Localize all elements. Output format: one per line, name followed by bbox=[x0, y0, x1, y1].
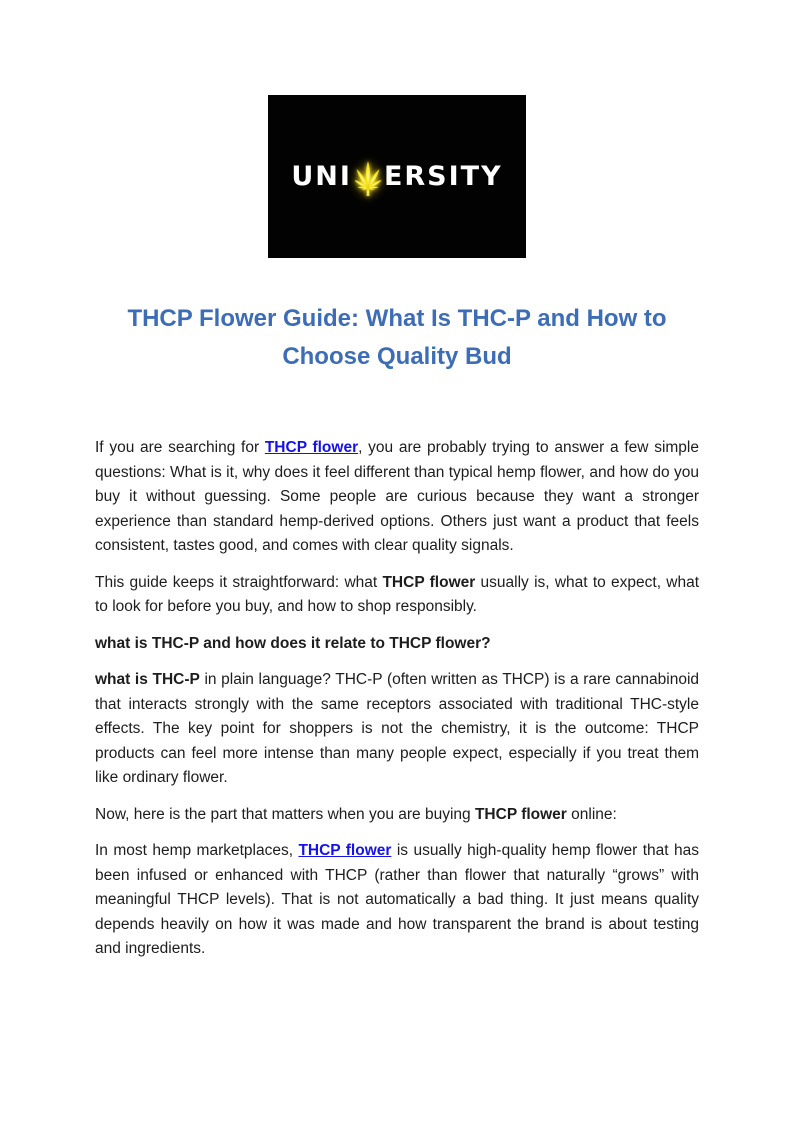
bold-text-run: THCP flower bbox=[474, 805, 567, 823]
bold-text-run: THCP flower bbox=[382, 573, 476, 591]
section-heading-what-is-thc-p bbox=[95, 632, 699, 657]
bold-text-run: what is THC-P bbox=[95, 671, 200, 688]
page-title-line-1: THCP Flower Guide: What Is THC-P and How to bbox=[127, 305, 667, 332]
page-title-line-2: Choose Quality Bud bbox=[282, 343, 512, 370]
text-run: This guide keeps it straightforward: what bbox=[95, 573, 383, 591]
logo-text-uni: UNI bbox=[291, 161, 352, 192]
bold-text-run: what is THC-P and how does it relate to THCP flower? bbox=[95, 634, 491, 652]
text-run: If you are searching for bbox=[95, 439, 265, 456]
university-logo bbox=[268, 95, 526, 258]
text-run: In most hemp marketplaces, bbox=[95, 842, 299, 859]
page-title bbox=[95, 300, 699, 376]
thcp-flower-link[interactable]: THCP flower bbox=[298, 842, 392, 859]
thcp-flower-link[interactable]: THCP flower bbox=[264, 439, 359, 456]
paragraph-marketplaces bbox=[95, 839, 699, 962]
text-run: online: bbox=[566, 805, 617, 823]
text-run: , you are probably trying to answer a few simple questions: What is it, why does it feel different than typical hemp flower, and how do you buy it without guessing. Some people are curious because they want a stronger experience than standard hemp-derived options. Others just want a product that feels consistent, tastes good, and comes with clear quality signals. bbox=[95, 439, 699, 554]
paragraph-plain-language bbox=[95, 668, 699, 791]
paragraph-guide-overview bbox=[95, 571, 699, 620]
document-body bbox=[95, 436, 699, 962]
text-run: usually is, what to expect, what to look for before you buy, and how to shop responsibly. bbox=[95, 573, 700, 615]
text-run: is usually high-quality hemp flower that has been infused or enhanced with THCP (rather than flower that naturally “grows” with meaningful THCP levels). That is not automatically a bad thing. It just means quality depends heavily on how it was made and how transparent the brand is about testing and ingredients. bbox=[95, 842, 699, 957]
cannabis-leaf-icon bbox=[355, 158, 381, 198]
text-run: Now, here is the part that matters when you are buying bbox=[95, 805, 475, 823]
paragraph-intro bbox=[95, 436, 699, 559]
text-run: in plain language? THC-P (often written as THCP) is a rare cannabinoid that interacts strongly with the same receptors associated with traditional THC-style effects. The key point for shoppers is not the chemistry, it is the outcome: THCP products can feel more intense than many people expect, especially if you treat them like ordinary flower. bbox=[95, 671, 700, 786]
logo-text-ersity: ERSITY bbox=[383, 161, 503, 192]
paragraph-buying-intro bbox=[95, 803, 699, 828]
